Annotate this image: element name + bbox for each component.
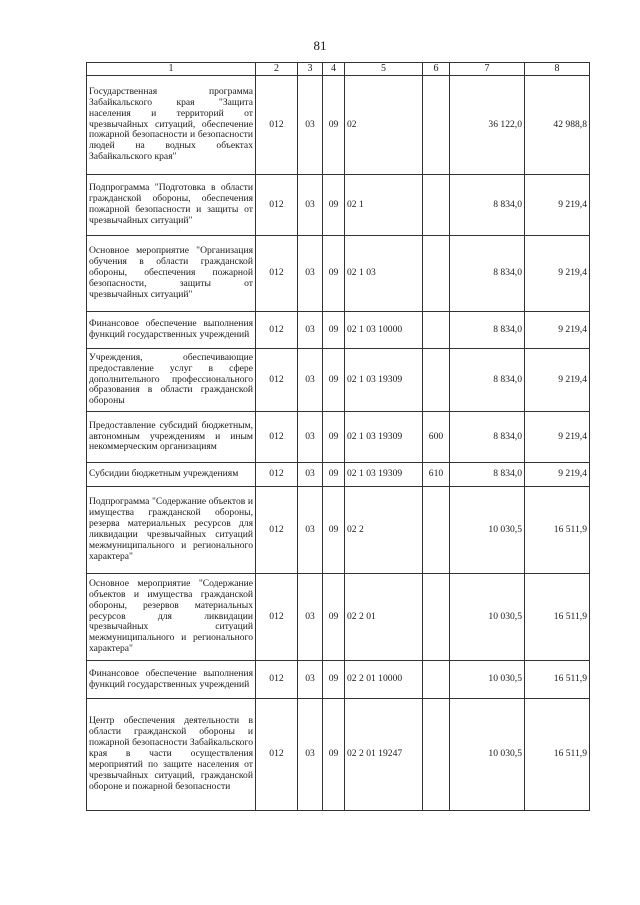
cell-amount-1: 8 834,0 [450,412,525,463]
cell-amount-2: 9 219,4 [525,312,590,349]
cell-ministry: 012 [256,312,298,349]
cell-subsection: 09 [323,463,345,487]
cell-expense-type [423,76,450,175]
cell-ministry: 012 [256,699,298,811]
row-name: Финансовое обеспечение выполнения функций государственных учреждений [87,661,256,699]
cell-subsection: 09 [323,661,345,699]
cell-amount-1: 8 834,0 [450,463,525,487]
cell-expense-type [423,661,450,699]
table-row [87,76,590,175]
cell-ministry: 012 [256,412,298,463]
row-name: Учреждения, обеспечивающие предоставление услуг в сфере дополнительного профессионального образования в области гражданской обороны [87,349,256,412]
table-row [87,349,590,412]
cell-amount-1: 8 834,0 [450,175,525,236]
cell-section: 03 [298,76,323,175]
table-row [87,661,590,699]
cell-amount-2: 9 219,4 [525,463,590,487]
cell-target-article: 02 1 03 19309 [345,463,423,487]
cell-amount-1: 36 122,0 [450,76,525,175]
table-row [87,236,590,312]
table-row [87,699,590,811]
cell-expense-type [423,312,450,349]
cell-subsection: 09 [323,412,345,463]
row-name: Центр обеспечения деятельности в области гражданской обороны и пожарной безопасности Забайкальского края в части осуществления мероприятий по защите населения от чрезвычайных ситуаций, гражданской обороне и пожарной безопасности [87,699,256,811]
row-name: Основное мероприятие "Содержание объектов и имущества гражданской обороны, резервов материальных ресурсов для ликвидации чрезвычайных ситуаций межмуниципального и регионального характера" [87,574,256,661]
row-name: Подпрограмма "Содержание объектов и имущества гражданской обороны, резерва материальных ресурсов для ликвидации чрезвычайных ситуаций межмуниципального и регионального характера" [87,487,256,574]
cell-ministry: 012 [256,76,298,175]
cell-expense-type [423,574,450,661]
cell-target-article: 02 1 03 19309 [345,349,423,412]
column-header: 7 [450,63,525,76]
cell-amount-1: 8 834,0 [450,349,525,412]
cell-section: 03 [298,349,323,412]
cell-amount-2: 9 219,4 [525,349,590,412]
cell-target-article: 02 1 [345,175,423,236]
cell-target-article: 02 1 03 10000 [345,312,423,349]
cell-expense-type: 610 [423,463,450,487]
cell-section: 03 [298,487,323,574]
cell-ministry: 012 [256,463,298,487]
row-name: Основное мероприятие "Организация обучения в области гражданской обороны, обеспечения пожарной безопасности, защиты от чрезвычайных ситуаций" [87,236,256,312]
column-header: 4 [323,63,345,76]
column-header: 1 [87,63,256,76]
row-name: Субсидии бюджетным учреждениям [87,463,256,487]
cell-target-article: 02 1 03 19309 [345,412,423,463]
cell-section: 03 [298,236,323,312]
cell-subsection: 09 [323,175,345,236]
cell-amount-2: 16 511,9 [525,487,590,574]
cell-target-article: 02 2 01 19247 [345,699,423,811]
cell-subsection: 09 [323,699,345,811]
cell-amount-1: 10 030,5 [450,661,525,699]
cell-ministry: 012 [256,574,298,661]
cell-subsection: 09 [323,236,345,312]
cell-amount-2: 16 511,9 [525,574,590,661]
cell-section: 03 [298,175,323,236]
cell-amount-2: 42 988,8 [525,76,590,175]
cell-expense-type: 600 [423,412,450,463]
cell-ministry: 012 [256,349,298,412]
cell-section: 03 [298,699,323,811]
cell-expense-type [423,699,450,811]
cell-expense-type [423,175,450,236]
table-row [87,412,590,463]
cell-target-article: 02 2 01 10000 [345,661,423,699]
table-row [87,312,590,349]
cell-amount-1: 10 030,5 [450,574,525,661]
cell-target-article: 02 [345,76,423,175]
row-name: Государственная программа Забайкальского края "Защита населения и территорий от чрезвычайных ситуаций, обеспечение пожарной безопасности и безопасности людей на водных объектах Забайкальского края" [87,76,256,175]
cell-amount-1: 10 030,5 [450,699,525,811]
cell-section: 03 [298,463,323,487]
column-header: 6 [423,63,450,76]
table-row [87,487,590,574]
column-header: 5 [345,63,423,76]
table-header-row [87,63,590,76]
table-row [87,574,590,661]
cell-amount-1: 10 030,5 [450,487,525,574]
cell-ministry: 012 [256,487,298,574]
cell-target-article: 02 1 03 [345,236,423,312]
cell-subsection: 09 [323,312,345,349]
cell-amount-1: 8 834,0 [450,236,525,312]
cell-target-article: 02 2 [345,487,423,574]
cell-ministry: 012 [256,175,298,236]
cell-amount-2: 9 219,4 [525,412,590,463]
budget-table [86,62,590,811]
table-row [87,463,590,487]
page-number: 81 [313,38,327,53]
cell-amount-2: 9 219,4 [525,236,590,312]
cell-subsection: 09 [323,574,345,661]
cell-subsection: 09 [323,487,345,574]
cell-expense-type [423,487,450,574]
cell-amount-2: 16 511,9 [525,699,590,811]
cell-expense-type [423,236,450,312]
cell-subsection: 09 [323,349,345,412]
cell-subsection: 09 [323,76,345,175]
cell-section: 03 [298,661,323,699]
cell-ministry: 012 [256,236,298,312]
cell-target-article: 02 2 01 [345,574,423,661]
row-name: Финансовое обеспечение выполнения функций государственных учреждений [87,312,256,349]
cell-section: 03 [298,574,323,661]
row-name: Предоставление субсидий бюджетным, автономным учреждениям и иным некоммерческим организациям [87,412,256,463]
cell-expense-type [423,349,450,412]
column-header: 3 [298,63,323,76]
cell-section: 03 [298,412,323,463]
cell-section: 03 [298,312,323,349]
table-row [87,175,590,236]
cell-amount-1: 8 834,0 [450,312,525,349]
row-name: Подпрограмма "Подготовка в области гражданской обороны, обеспечения пожарной безопасности и защиты от чрезвычайных ситуаций" [87,175,256,236]
column-header: 2 [256,63,298,76]
cell-amount-2: 9 219,4 [525,175,590,236]
column-header: 8 [525,63,590,76]
cell-amount-2: 16 511,9 [525,661,590,699]
cell-ministry: 012 [256,661,298,699]
